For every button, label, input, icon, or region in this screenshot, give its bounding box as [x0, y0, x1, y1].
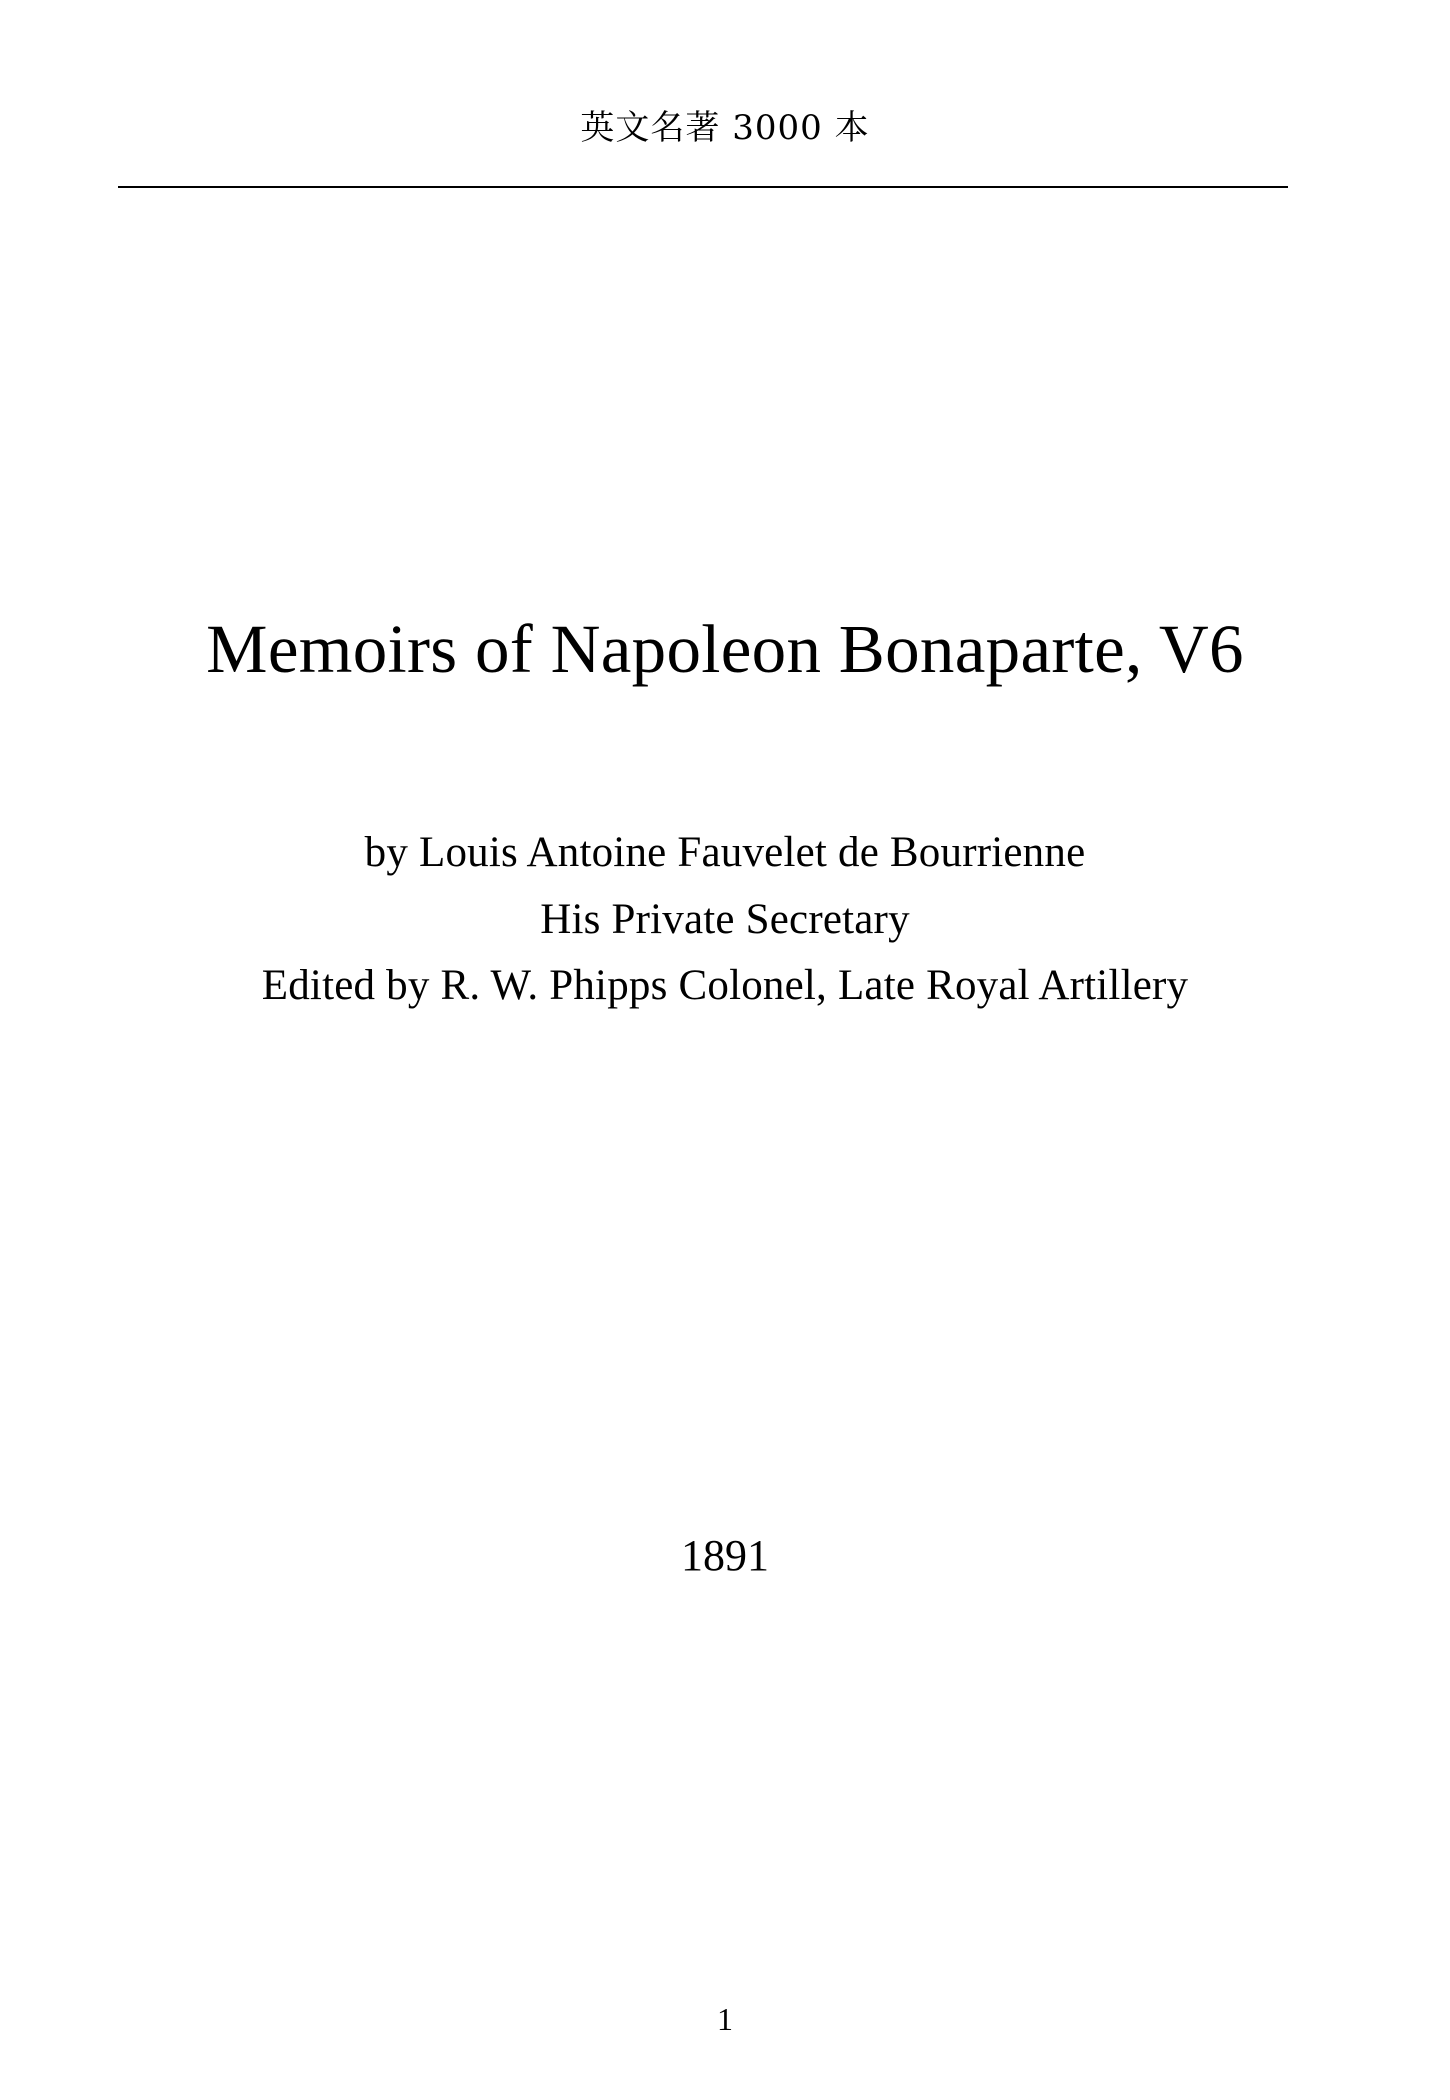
page-number: 1	[717, 2001, 733, 2037]
title-block	[0, 610, 1450, 689]
publication-year: 1891	[681, 1531, 769, 1580]
page-title: Memoirs of Napoleon Bonaparte, V6	[206, 611, 1244, 687]
page-footer	[0, 2001, 1450, 2038]
byline-block	[0, 820, 1450, 1020]
running-head: 英文名著 3000 本	[580, 108, 870, 148]
header-divider	[118, 186, 1288, 188]
publication-year-block	[0, 1530, 1450, 1581]
page-header	[0, 100, 1450, 149]
byline-editor: Edited by R. W. Phipps Colonel, Late Royal Artillery	[261, 962, 1189, 1010]
byline-role: His Private Secretary	[540, 895, 910, 943]
byline-author: by Louis Antoine Fauvelet de Bourrienne	[364, 829, 1086, 876]
